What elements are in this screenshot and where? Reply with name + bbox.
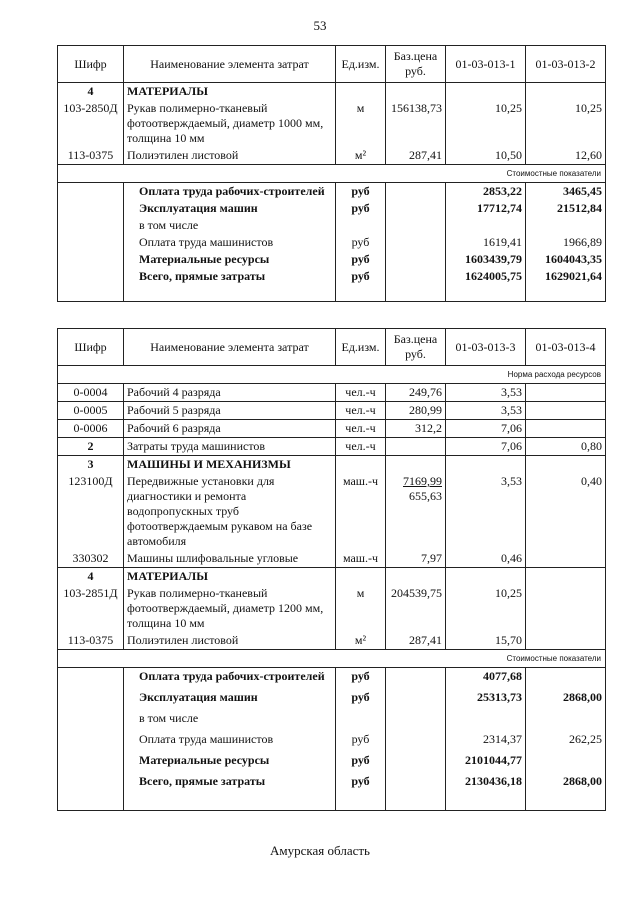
col-header-unit: Ед.изм. — [336, 329, 386, 366]
summary-row — [58, 234, 606, 251]
row-price: 249,76 — [386, 384, 446, 402]
page-number: 53 — [313, 18, 327, 33]
row-price-main: 7169,99 — [403, 474, 442, 488]
col-header-v2: 01-03-013-4 — [526, 329, 606, 366]
summary-row — [58, 689, 606, 710]
summary-name: Всего, прямые затраты — [124, 773, 336, 794]
summary-name: Оплата труда рабочих-строителей — [124, 183, 336, 201]
summary-unit: руб — [336, 200, 386, 217]
table-row — [58, 384, 606, 402]
table-row — [58, 402, 606, 420]
row-price — [386, 438, 446, 456]
summary-name: в том числе — [124, 710, 336, 731]
row-price: 204539,75 — [386, 585, 446, 632]
section-row — [58, 456, 606, 474]
summary-v2: 1966,89 — [526, 234, 606, 251]
row-v2 — [526, 384, 606, 402]
summary-v2: 1604043,35 — [526, 251, 606, 268]
col-header-v2: 01-03-013-2 — [526, 46, 606, 83]
row-v1: 10,25 — [446, 585, 526, 632]
table-header-row — [58, 329, 606, 366]
row-name: Полиэтилен листовой — [124, 147, 336, 165]
spacer-row — [58, 285, 606, 302]
row-unit: м² — [336, 632, 386, 650]
row-unit: м² — [336, 147, 386, 165]
summary-unit: руб — [336, 668, 386, 689]
row-name: Рукав полимерно-тканевый фотоотверждаемый, диаметр 1000 мм, толщина 10 мм — [124, 100, 336, 147]
row-v1: 3,53 — [446, 402, 526, 420]
summary-name: Материальные ресурсы — [124, 251, 336, 268]
row-price: 156138,73 — [386, 100, 446, 147]
row-code: 0-0006 — [58, 420, 124, 438]
section-row — [58, 568, 606, 586]
summary-name: Эксплуатация машин — [124, 200, 336, 217]
summary-row — [58, 731, 606, 752]
summary-row — [58, 183, 606, 201]
row-code: 123100Д — [58, 473, 124, 550]
row-unit: чел.-ч — [336, 384, 386, 402]
row-unit: м — [336, 585, 386, 632]
subheader-norm: Норма расхода ресурсов — [58, 366, 606, 384]
summary-v2: 3465,45 — [526, 183, 606, 201]
row-v2: 10,25 — [526, 100, 606, 147]
summary-unit: руб — [336, 268, 386, 285]
row-unit: чел.-ч — [336, 438, 386, 456]
section-title: МАТЕРИАЛЫ — [124, 83, 336, 101]
summary-row — [58, 668, 606, 689]
col-header-name: Наименование элемента затрат — [124, 329, 336, 366]
summary-row — [58, 251, 606, 268]
row-v1: 15,70 — [446, 632, 526, 650]
row-unit: чел.-ч — [336, 420, 386, 438]
section-title: МАШИНЫ И МЕХАНИЗМЫ — [124, 456, 336, 474]
row-v1: 10,25 — [446, 100, 526, 147]
row-price: 287,41 — [386, 147, 446, 165]
summary-v1: 1603439,79 — [446, 251, 526, 268]
summary-v1: 2853,22 — [446, 183, 526, 201]
row-name: Передвижные установки для диагностики и ремонта водопропускных труб фотоотверждаемым рукавом на базе автомобиля — [124, 473, 336, 550]
row-price — [386, 473, 446, 550]
row-code: 113-0375 — [58, 632, 124, 650]
section-title: МАТЕРИАЛЫ — [124, 568, 336, 586]
summary-v1: 17712,74 — [446, 200, 526, 217]
row-price: 312,2 — [386, 420, 446, 438]
section-row — [58, 83, 606, 101]
row-v1: 7,06 — [446, 420, 526, 438]
row-v2 — [526, 585, 606, 632]
row-v2 — [526, 402, 606, 420]
col-header-code: Шифр — [58, 329, 124, 366]
row-name: Рабочий 6 разряда — [124, 420, 336, 438]
row-v2: 0,40 — [526, 473, 606, 550]
subheader-row — [58, 165, 606, 183]
summary-v2 — [526, 752, 606, 773]
row-price-secondary: 655,63 — [409, 489, 442, 503]
row-v2 — [526, 632, 606, 650]
row-code: 103-2850Д — [58, 100, 124, 147]
summary-row — [58, 268, 606, 285]
row-v2 — [526, 550, 606, 568]
summary-row — [58, 217, 606, 234]
summary-row — [58, 752, 606, 773]
col-header-price: Баз.цена руб. — [386, 46, 446, 83]
subheader-row — [58, 650, 606, 668]
summary-v2: 1629021,64 — [526, 268, 606, 285]
table-row — [58, 438, 606, 456]
cost-table-2 — [57, 328, 606, 811]
summary-name: в том числе — [124, 217, 336, 234]
row-v2: 12,60 — [526, 147, 606, 165]
summary-v1: 2130436,18 — [446, 773, 526, 794]
table-header-row — [58, 46, 606, 83]
row-name: Затраты труда машинистов — [124, 438, 336, 456]
col-header-v1: 01-03-013-1 — [446, 46, 526, 83]
summary-unit: руб — [336, 773, 386, 794]
col-header-v1: 01-03-013-3 — [446, 329, 526, 366]
summary-unit: руб — [336, 731, 386, 752]
summary-unit: руб — [336, 752, 386, 773]
row-name: Рабочий 4 разряда — [124, 384, 336, 402]
summary-row — [58, 773, 606, 794]
summary-name: Оплата труда машинистов — [124, 234, 336, 251]
col-header-name: Наименование элемента затрат — [124, 46, 336, 83]
row-v1: 7,06 — [446, 438, 526, 456]
row-unit: чел.-ч — [336, 402, 386, 420]
row-name: Полиэтилен листовой — [124, 632, 336, 650]
summary-v1: 2314,37 — [446, 731, 526, 752]
summary-name: Всего, прямые затраты — [124, 268, 336, 285]
section-code: 4 — [58, 83, 124, 101]
summary-unit: руб — [336, 251, 386, 268]
row-name: Машины шлифовальные угловые — [124, 550, 336, 568]
section-code: 4 — [58, 568, 124, 586]
spacer-row — [58, 794, 606, 811]
row-unit: м — [336, 100, 386, 147]
row-name: Рукав полимерно-тканевый фотоотверждаемый, диаметр 1200 мм, толщина 10 мм — [124, 585, 336, 632]
summary-v1: 1624005,75 — [446, 268, 526, 285]
row-v1: 3,53 — [446, 473, 526, 550]
summary-name: Материальные ресурсы — [124, 752, 336, 773]
row-code: 113-0375 — [58, 147, 124, 165]
table-row — [58, 147, 606, 165]
table-row — [58, 100, 606, 147]
row-code: 2 — [58, 438, 124, 456]
section-code: 3 — [58, 456, 124, 474]
row-v1: 0,46 — [446, 550, 526, 568]
summary-unit: руб — [336, 183, 386, 201]
cost-table-1 — [57, 45, 606, 302]
col-header-price: Баз.цена руб. — [386, 329, 446, 366]
table-row — [58, 473, 606, 550]
summary-unit: руб — [336, 234, 386, 251]
summary-row — [58, 200, 606, 217]
summary-v1: 4077,68 — [446, 668, 526, 689]
table-row — [58, 420, 606, 438]
summary-v2: 262,25 — [526, 731, 606, 752]
col-header-unit: Ед.изм. — [336, 46, 386, 83]
row-v2 — [526, 420, 606, 438]
row-code: 103-2851Д — [58, 585, 124, 632]
row-name: Рабочий 5 разряда — [124, 402, 336, 420]
row-price: 7,97 — [386, 550, 446, 568]
row-code: 330302 — [58, 550, 124, 568]
subheader-row — [58, 366, 606, 384]
summary-v2: 2868,00 — [526, 773, 606, 794]
row-unit: маш.-ч — [336, 550, 386, 568]
table-row — [58, 585, 606, 632]
summary-v2: 2868,00 — [526, 689, 606, 710]
row-v2: 0,80 — [526, 438, 606, 456]
row-v1: 3,53 — [446, 384, 526, 402]
table-row — [58, 632, 606, 650]
row-code: 0-0004 — [58, 384, 124, 402]
summary-v2 — [526, 668, 606, 689]
summary-v2: 21512,84 — [526, 200, 606, 217]
row-price: 280,99 — [386, 402, 446, 420]
summary-name: Оплата труда машинистов — [124, 731, 336, 752]
footer-region: Амурская область — [270, 843, 370, 858]
row-unit: маш.-ч — [336, 473, 386, 550]
row-v1: 10,50 — [446, 147, 526, 165]
table-row — [58, 550, 606, 568]
summary-name: Оплата труда рабочих-строителей — [124, 668, 336, 689]
summary-name: Эксплуатация машин — [124, 689, 336, 710]
summary-row — [58, 710, 606, 731]
summary-unit: руб — [336, 689, 386, 710]
row-price: 287,41 — [386, 632, 446, 650]
subheader-cost: Стоимостные показатели — [58, 650, 606, 668]
col-header-code: Шифр — [58, 46, 124, 83]
row-code: 0-0005 — [58, 402, 124, 420]
summary-v1: 2101044,77 — [446, 752, 526, 773]
summary-v1: 25313,73 — [446, 689, 526, 710]
subheader-cost: Стоимостные показатели — [58, 165, 606, 183]
summary-v1: 1619,41 — [446, 234, 526, 251]
